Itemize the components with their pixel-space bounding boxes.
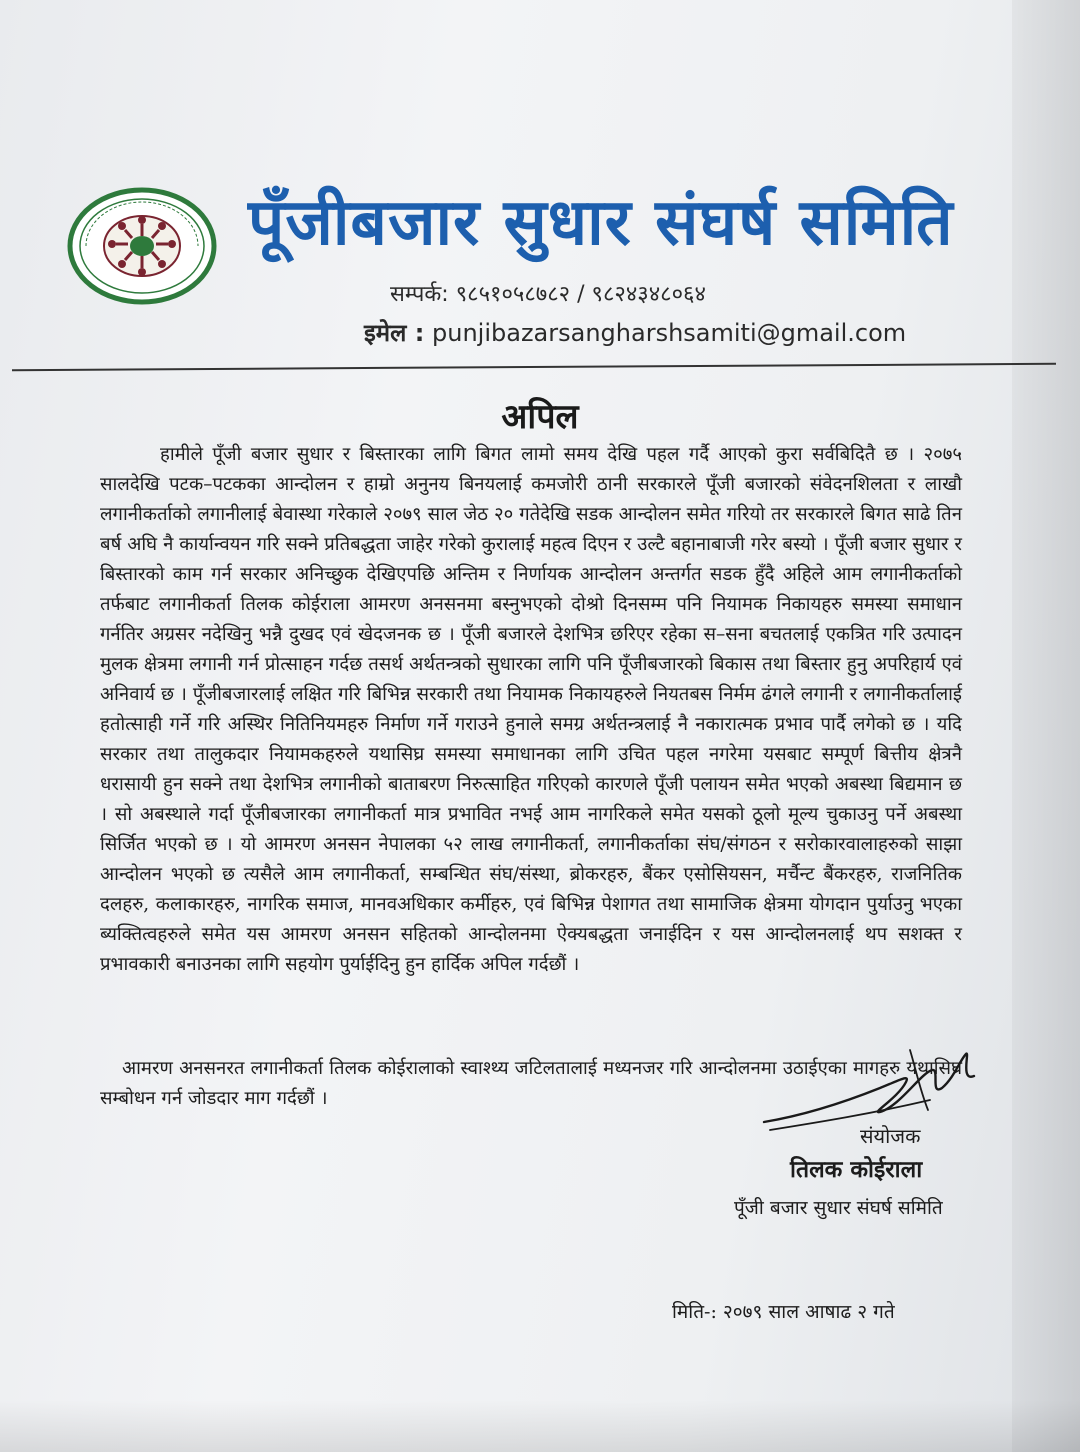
letter-date: मिति-: २०७९ साल आषाढ २ गते [672,1301,895,1323]
signatory-organization: पूँजी बजार सुधार संघर्ष समिति [734,1197,943,1219]
letter-heading: अपिल [501,397,579,437]
email-label: इमेल : [364,319,425,347]
contact-phones: ९८५१०५८७८२ / ९८२४३४८०६४ [455,282,706,307]
email-line [364,316,906,349]
organization-name: पूँजीबजार सुधार संघर्ष समिति [248,186,954,260]
paper-edge-shadow [1012,0,1080,1452]
organization-logo [66,186,218,306]
contact-label: सम्पर्क: [390,282,449,307]
signatory-role: संयोजक [860,1124,921,1148]
appeal-paragraph-1: हामीले पूँजी बजार सुधार र बिस्तारका लागि बिगत लामो समय देखि पहल गर्दै आएको कुरा सर्वबिदितै छ । २०७५ सालदेखि पटक–पटकका आन्दोलन र हाम्रो अनुनय बिनयलाई कमजोरी ठानी सरकारले पूँजी बजारको संवेदनशिलता र लाखौ लगानीकर्ताको लगानीलाई बेवास्था गरेकाले २०७९ साल जेठ २० गतेदेखि सडक आन्दोलन समेत गरियो तर सरकारले बिगत साढे तिन बर्ष अघि नै कार्यान्वयन गरि सक्ने प्रतिबद्धता जाहेर गरेको कुरालाई महत्व दिएन र उल्टै बहानाबाजी गरेर बस्यो । पूँजी बजार सुधार र बिस्तारको काम गर्न सरकार अनिच्छुक देखिएपछि अन्तिम र निर्णायक आन्दोलन अन्तर्गत सडक हुँदै अहिले आम लगानीकर्ताको तर्फबाट लगानीकर्ता तिलक कोईराला आमरण अनसनमा बस्नुभएको दोश्रो दिनसम्म पनि नियामक निकायहरु समस्या समाधान गर्नतिर अग्रसर नदेखिनु भन्नै दुखद एवं खेदजनक छ । पूँजी बजारले देशभित्र छरिएर रहेका स–सना बचतलाई एकत्रित गरि उत्पादन मुलक क्षेत्रमा लगानी गर्न प्रोत्साहन गर्दछ तसर्थ अर्थतन्त्रको सुधारका लागि पनि पूँजीबजारको बिकास तथा बिस्तार हुनु अपरिहार्य एवं अनिवार्य छ । पूँजीबजारलाई लक्षित गरि बिभिन्न सरकारी तथा नियामक निकायहरुले नियतबस निर्मम ढंगले लगानी र लगानीकर्तालाई हतोत्साही गर्ने गरि अस्थिर नितिनियमहरु निर्माण गर्ने गराउने हुनाले समग्र अर्थतन्त्रलाई नै नकारात्मक प्रभाव पार्दै लगेको छ । यदि सरकार तथा तालुकदार नियामकहरुले यथासिघ्र समस्या समाधानका लागि उचित पहल नगरेमा यसबाट सम्पूर्ण बित्तीय क्षेत्रनै धरासायी हुन सक्ने तथा देशभित्र लगानीको बाताबरण निरुत्साहित गरिएको कारणले पूँजी पलायन समेत भएको अबस्था बिद्यमान छ । सो अबस्थाले गर्दा पूँजीबजारका लगानीकर्ता मात्र प्रभावित नभई आम नागरिकले समेत यसको ठूलो मूल्य चुकाउनु पर्ने अबस्था सिर्जित भएको छ । यो आमरण अनसन नेपालका ५२ लाख लगानीकर्ता, लगानीकर्ताका संघ/संगठन र सरोकारवालाहरुको साझा आन्दोलन भएको छ त्यसैले आम लगानीकर्ता, सम्बन्धित संघ/संस्था, ब्रोकरहरु, बैंकर एसोसियसन, मर्चैन्ट बैंकरहरु, राजनितिक दलहरु, कलाकारहरु, नागरिक समाज, मानवअधिकार कर्मीहरु, एवं बिभिन्न पेशागत तथा सामाजिक क्षेत्रमा योगदान पुर्याउनु भएका ब्यक्तित्वहरुले समेत यस आमरण अनसन सहितको आन्दोलनमा ऐक्यबद्धता जनाईदिन र यस आन्दोलनलाई थप सशक्त र प्रभावकारी बनाउनका लागि सहयोग पुर्याईदिनु हुन हार्दिक अपिल गर्दछौं । [100,444,962,975]
bottom-shadow [0,1400,1080,1452]
contact-line [390,278,706,308]
appeal-paragraph-2: आमरण अनसनरत लगानीकर्ता तिलक कोईरालाको स्वाश्थ्य जटिलतालाई मध्यनजर गरि आन्दोलनमा उठाईएका मागहरु यथासिघ्र सम्बोधन गर्न जोडदार माग गर्दछौं । [100,1058,962,1109]
header-divider [12,363,1056,371]
email-address: punjibazarsangharshsamiti@gmail.com [432,319,907,347]
signatory-name: तिलक कोईराला [790,1156,923,1183]
